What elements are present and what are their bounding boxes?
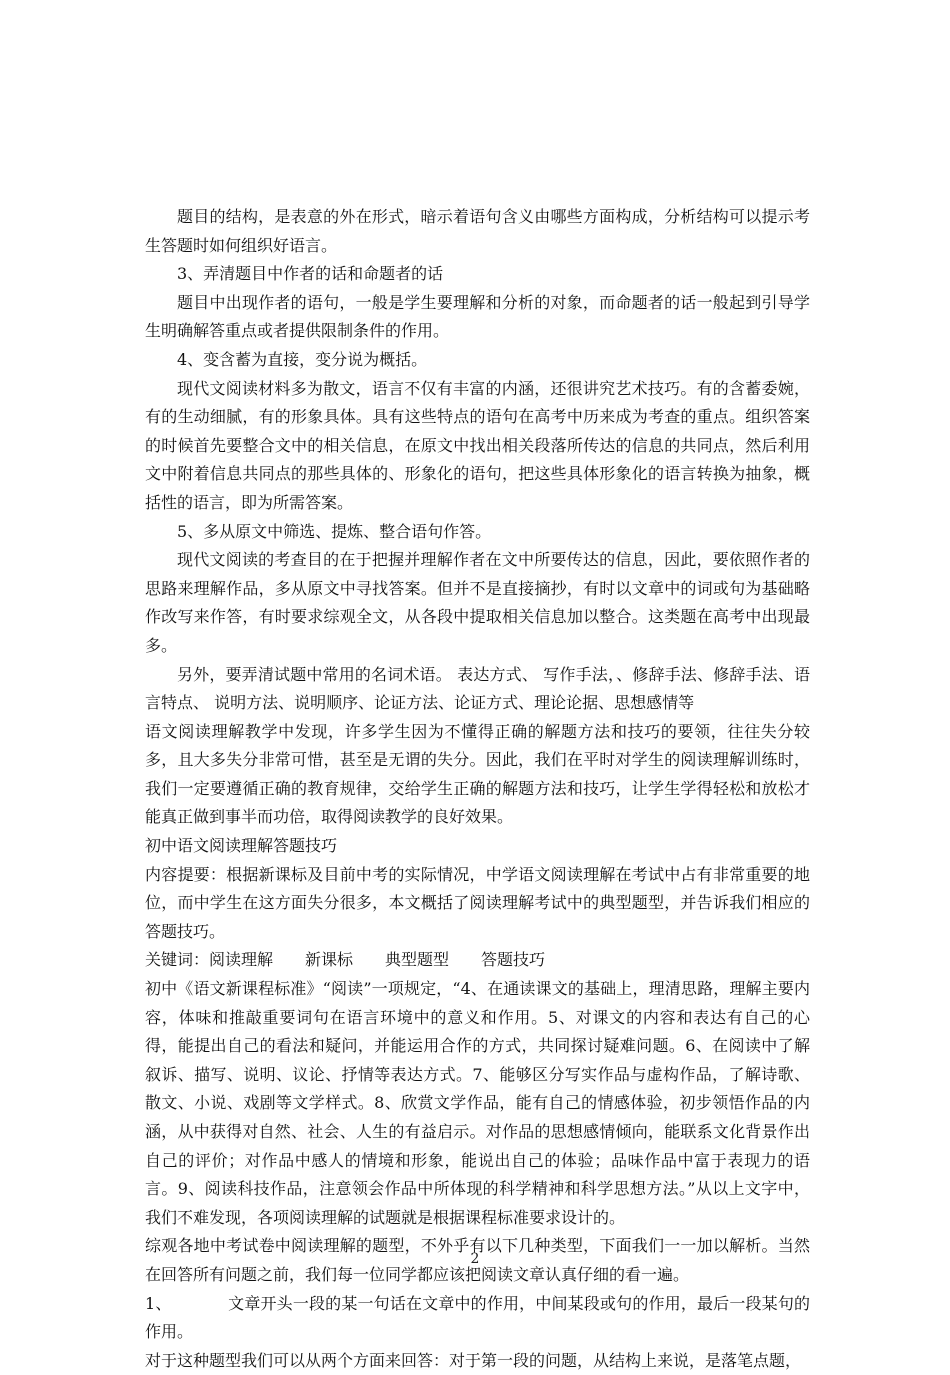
- body-text: [145, 203, 810, 1375]
- page-number: 2: [470, 1251, 480, 1267]
- article-title: 初中语文阅读理解答题技巧: [145, 836, 338, 856]
- list-item: 1、 文章开头一段的某一句话在文章中的作用，中间某段或句的作用，最后一段某句的作用。: [145, 1293, 810, 1342]
- section-heading: 4、变含蓄为直接，变分说为概括。: [177, 349, 428, 369]
- section-heading: 5、多从原文中筛选、提炼、整合语句作答。: [177, 521, 492, 541]
- paragraph: 现代文阅读的考查目的在于把握并理解作者在文中所要传达的信息，因此，要依照作者的思路来理解作品，多从原文中寻找答案。但并不是直接摘抄，有时以文章中的词或句为基础略作改写来作答，有时要求综观全文，从各段中提取相关信息加以整合。这类题在高考中出现最多。: [145, 550, 810, 655]
- paragraph: 题目的结构，是表意的外在形式，暗示着语句含义由哪些方面构成，分析结构可以提示考生答题时如何组织好语言。: [145, 207, 810, 255]
- paragraph: 语文阅读理解教学中发现，许多学生因为不懂得正确的解题方法和技巧的要领，往往失分较多，且大多失分非常可惜，甚至是无谓的失分。因此，我们在平时对学生的阅读理解训练时，我们一定要遵循正确的教育规律，交给学生正确的解题方法和技巧，让学生学得轻松和放松才能真正做到事半而功倍，取得阅读教学的良好效果。: [145, 721, 810, 827]
- paragraph: 另外，要弄清试题中常用的名词术语。 表达方式、 写作手法，、修辞手法、修辞手法、语言特点、 说明方法、说明顺序、论证方法、论证方式、理论论据、思想感情等: [145, 664, 810, 713]
- paragraph: 现代文阅读材料多为散文，语言不仅有丰富的内涵，还很讲究艺术技巧。有的含蓄委婉，有的生动细腻，有的形象具体。具有这些特点的语句在高考中历来成为考查的重点。组织答案的时候首先要整合文中的相关信息，在原文中找出相关段落所传达的信息的共同点，然后利用文中附着信息共同点的那些具体的、形象化的语句，把这些具体形象化的语言转换为抽象，概括性的语言，即为所需答案。: [145, 378, 810, 512]
- paragraph: 题目中出现作者的语句，一般是学生要理解和分析的对象，而命题者的话一般起到引导学生明确解答重点或者提供限制条件的作用。: [145, 292, 810, 341]
- paragraph: 对于这种题型我们可以从两个方面来回答：对于第一段的问题，从结构上来说，是落笔点题，: [145, 1350, 802, 1370]
- abstract: 内容提要：根据新课标及目前中考的实际情况，中学语文阅读理解在考试中占有非常重要的地位，而中学生在这方面失分很多，本文概括了阅读理解考试中的典型题型，并告诉我们相应的答题技巧。: [145, 864, 810, 941]
- keywords: 关键词：阅读理解 新课标 典型题型 答题技巧: [145, 950, 546, 970]
- paragraph: 初中《语文新课程标准》“阅读”一项规定，“4、在通读课文的基础上，理清思路，理解主要内容，体味和推敲重要词句在语言环境中的意义和作用。5、对课文的内容和表达有自己的心得，能提出自己的看法和疑问，并能运用合作的方式，共同探讨疑难问题。6、在阅读中了解叙诉、描写、说明、议论、抒情等表达方式。7、能够区分写实作品与虚构作品，了解诗歌、散文、小说、戏剧等文学样式。8、欣赏文学作品，能有自己的情感体验，初步领悟作品的内涵，从中获得对自然、社会、人生的有益启示。对作品的思想感情倾向，能联系文化背景作出自己的评价；对作品中感人的情境和形象，能说出自己的体验；品味作品中富于表现力的语言。9、阅读科技作品，注意领会作品中所体现的科学精神和科学思想方法。”从以上文字中，我们不难发现，各项阅读理解的试题就是根据课程标准要求设计的。: [145, 979, 810, 1227]
- section-heading: 3、弄清题目中作者的话和命题者的话: [177, 264, 444, 284]
- paragraph: 综观各地中考试卷中阅读理解的题型，不外乎有以下几种类型，下面我们一一加以解析。当然在回答所有问题之前，我们每一位同学都应该把阅读文章认真仔细的看一遍。: [145, 1236, 810, 1284]
